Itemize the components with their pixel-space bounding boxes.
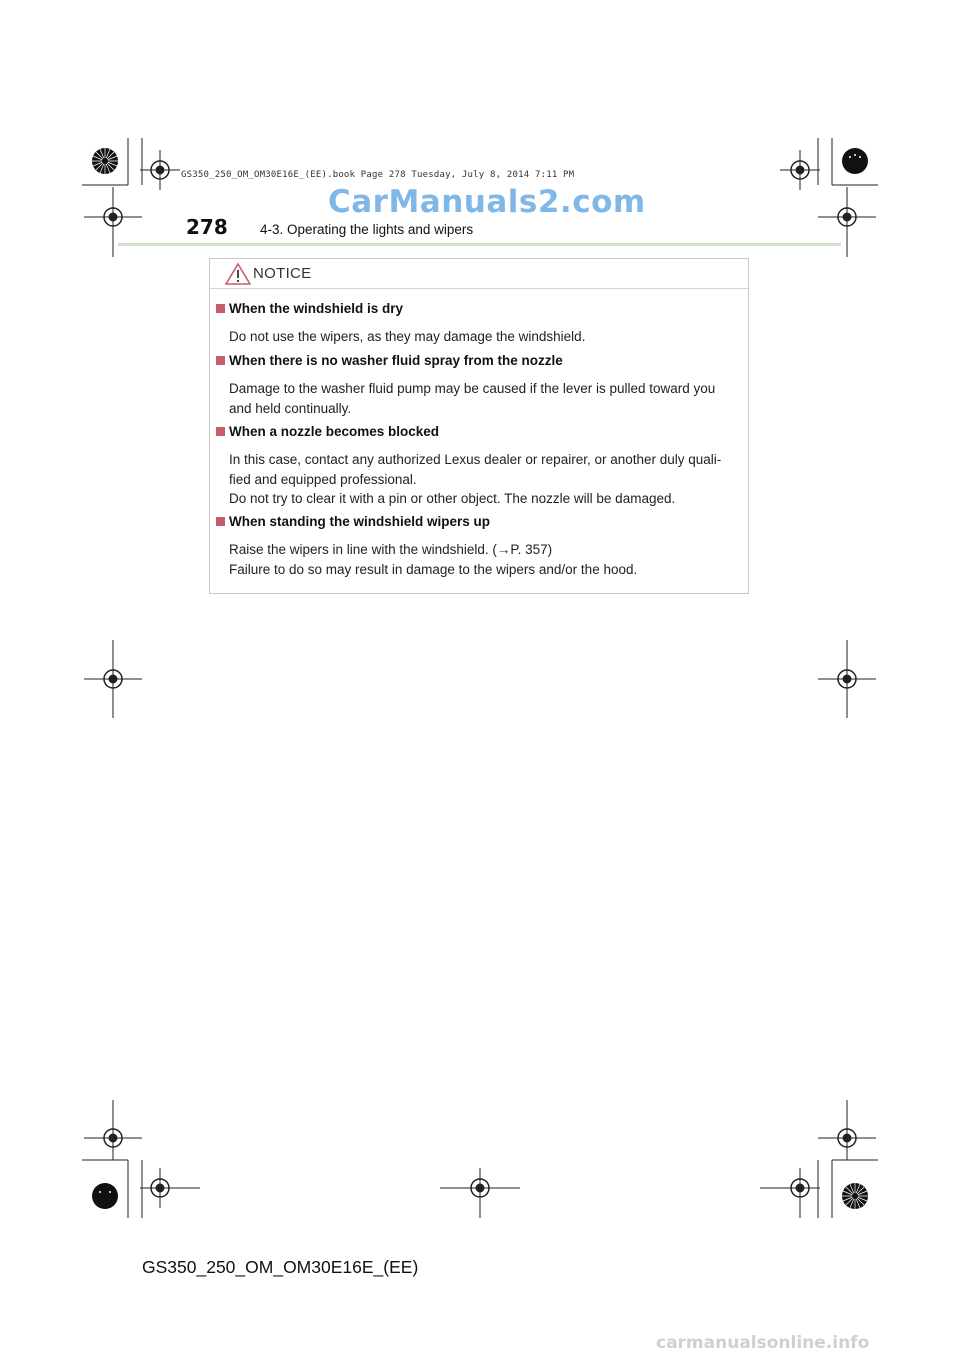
registration-mark-icon xyxy=(818,640,876,718)
bullet-square-icon xyxy=(216,356,225,365)
item-line: fied and equipped professional. xyxy=(229,471,417,487)
watermark-bottom[interactable]: carmanualsonline.info xyxy=(656,1333,870,1353)
item-line: Do not try to clear it with a pin or other object. The nozzle will be damaged. xyxy=(229,491,676,506)
item-title xyxy=(216,424,439,439)
registration-mark-icon xyxy=(440,1168,520,1218)
item-body xyxy=(229,450,744,509)
bullet-square-icon xyxy=(216,427,225,436)
header-rule xyxy=(118,243,841,246)
watermark-top[interactable]: CarManuals2.com xyxy=(328,184,646,220)
item-line: Do not use the wipers, as they may damage the windshield. xyxy=(229,329,586,344)
starburst-mark-icon xyxy=(91,147,119,175)
registration-mark-icon xyxy=(818,1100,876,1160)
file-info-line: GS350_250_OM_OM30E16E_(EE).book Page 278 Tuesday, July 8, 2014 7:11 PM xyxy=(181,170,575,180)
notice-label: NOTICE xyxy=(253,265,312,282)
item-line: Failure to do so may result in damage to the wipers and/or the hood. xyxy=(229,561,638,577)
item-title-text: When there is no washer fluid spray from the nozzle xyxy=(229,353,563,368)
item-title xyxy=(216,301,403,316)
notice-header xyxy=(210,259,748,289)
bullet-square-icon xyxy=(216,304,225,313)
item-title-text: When the windshield is dry xyxy=(229,301,404,316)
item-line: Damage to the washer fluid pump may be caused if the lever is pulled toward you xyxy=(229,381,716,396)
notice-box xyxy=(209,258,749,594)
registration-mark-icon xyxy=(140,1168,200,1208)
item-title xyxy=(216,514,490,529)
starburst-mark-icon xyxy=(841,147,869,175)
item-line: Raise the wipers in line with the windshield. (→P. 357) xyxy=(229,542,553,557)
item-line: In this case, contact any authorized Lexus dealer or repairer, or another duly quali- xyxy=(229,452,722,467)
section-title: 4-3. Operating the lights and wipers xyxy=(260,222,474,237)
item-title-text: When standing the windshield wipers up xyxy=(229,514,491,529)
registration-mark-icon xyxy=(84,1100,142,1160)
bullet-square-icon xyxy=(216,517,225,526)
registration-mark-icon xyxy=(140,150,180,190)
registration-mark-icon xyxy=(780,150,820,190)
registration-mark-icon xyxy=(84,187,142,257)
registration-mark-icon xyxy=(84,640,142,718)
item-body xyxy=(229,327,744,347)
starburst-mark-icon xyxy=(91,1182,119,1210)
registration-mark-icon xyxy=(760,1168,820,1218)
item-title xyxy=(216,353,563,368)
page-number: 278 xyxy=(186,215,228,239)
item-title-text: When a nozzle becomes blocked xyxy=(229,424,440,439)
registration-mark-icon xyxy=(818,187,876,257)
item-body xyxy=(229,540,744,579)
item-body xyxy=(229,379,744,418)
starburst-mark-icon xyxy=(841,1182,869,1210)
footer-model-code: GS350_250_OM_OM30E16E_(EE) xyxy=(142,1257,419,1277)
warning-triangle-icon xyxy=(225,263,251,285)
item-line: and held continually. xyxy=(229,400,352,416)
